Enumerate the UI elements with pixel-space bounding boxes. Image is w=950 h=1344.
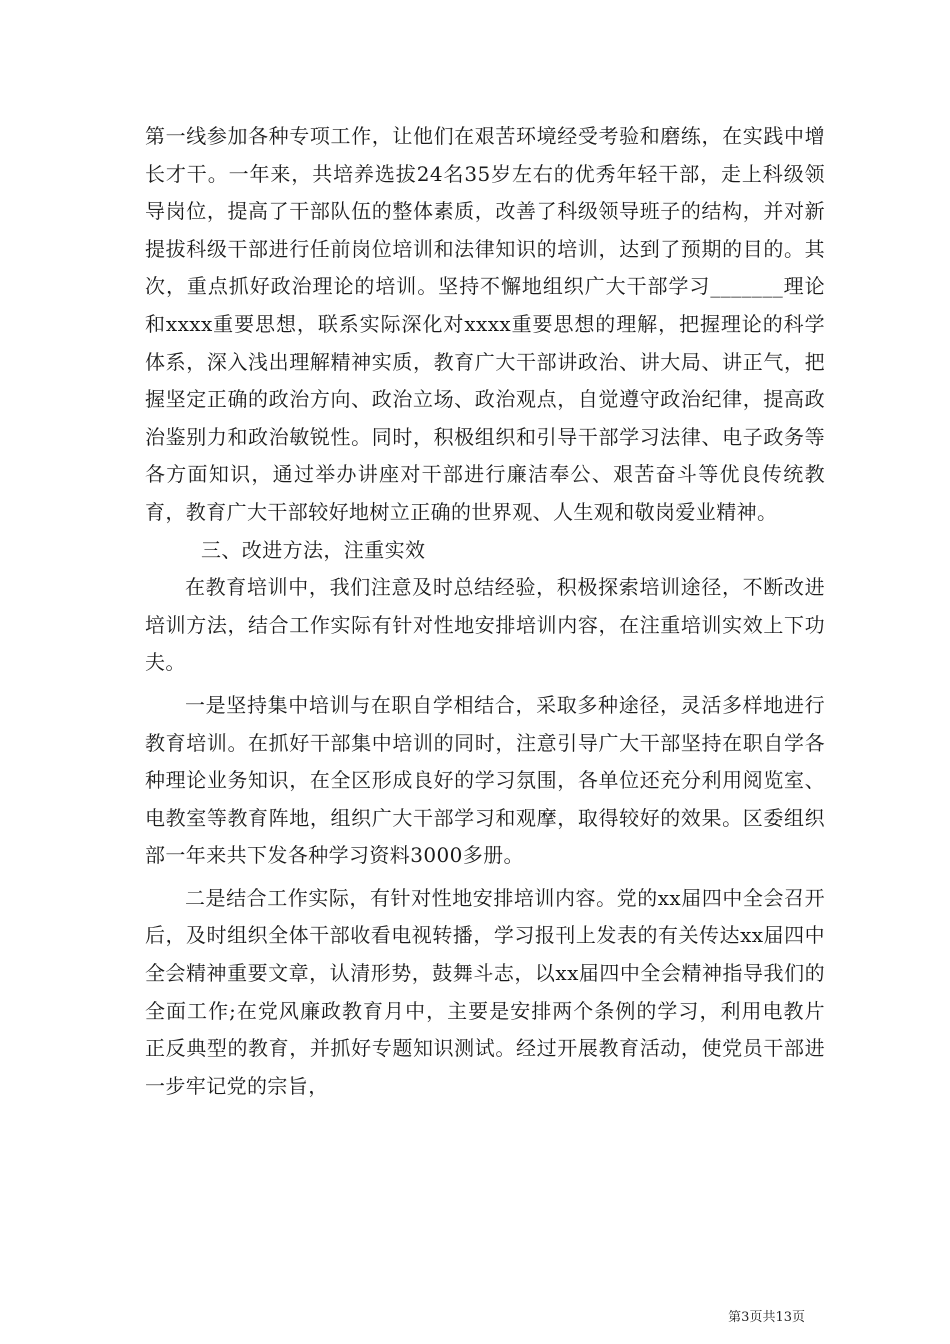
paragraph-cadre-training: 第一线参加各种专项工作，让他们在艰苦环境经受考验和磨练，在实践中增长才干。一年来，共培养选拔24名35岁左右的优秀年轻干部，走上科级领导岗位，提高了干部队伍的整体素质，改善了科级领导班子的结构，并对新提拔科级干部进行任前岗位培训和法律知识的培训，达到了预期的目的。其次，重点抓好政治理论的培训。坚持不懈地组织广大干部学习_______理论和xxxx重要思想，联系实际深化对xxxx重要思想的理解，把握理论的科学体系，深入浅出理解精神实质，教育广大干部讲政治、讲大局、讲正气，把握坚定正确的政治方向、政治立场、政治观点，自觉遵守政治纪律，提高政治鉴别力和政治敏锐性。同时，积极组织和引导干部学习法律、电子政务等各方面知识，通过举办讲座对干部进行廉洁奉公、艰苦奋斗等优良传统教育，教育广大干部较好地树立正确的世界观、人生观和敬岗爱业精神。 <box>145 124 825 524</box>
document-body <box>145 118 825 1105</box>
page-number-footer: 第3页共13页 <box>728 1310 805 1325</box>
paragraph-point-one: 一是坚持集中培训与在职自学相结合，采取多种途径，灵活多样地进行教育培训。在抓好干部集中培训的同时，注意引导广大干部坚持在职自学各种理论业务知识，在全区形成良好的学习氛围，各单位还充分利用阅览室、电教室等教育阵地，组织广大干部学习和观摩，取得较好的效果。区委组织部一年来共下发各种学习资料3000多册。 <box>145 692 825 868</box>
section-heading: 三、改进方法，注重实效 <box>201 537 426 562</box>
paragraph-method-intro: 在教育培训中，我们注意及时总结经验，积极探索培训途径，不断改进培训方法，结合工作实际有针对性地安排培训内容，在注重培训实效上下功夫。 <box>145 575 825 675</box>
paragraph-point-two: 二是结合工作实际，有针对性地安排培训内容。党的xx届四中全会召开后，及时组织全体干部收看电视转播，学习报刊上发表的有关传达xx届四中全会精神重要文章，认清形势，鼓舞斗志，以xx届四中全会精神指导我们的全面工作;在党风廉政教育月中，主要是安排两个条例的学习，利用电教片正反典型的教育，并抓好专题知识测试。经过开展教育活动，使党员干部进一步牢记党的宗旨， <box>145 885 825 1098</box>
